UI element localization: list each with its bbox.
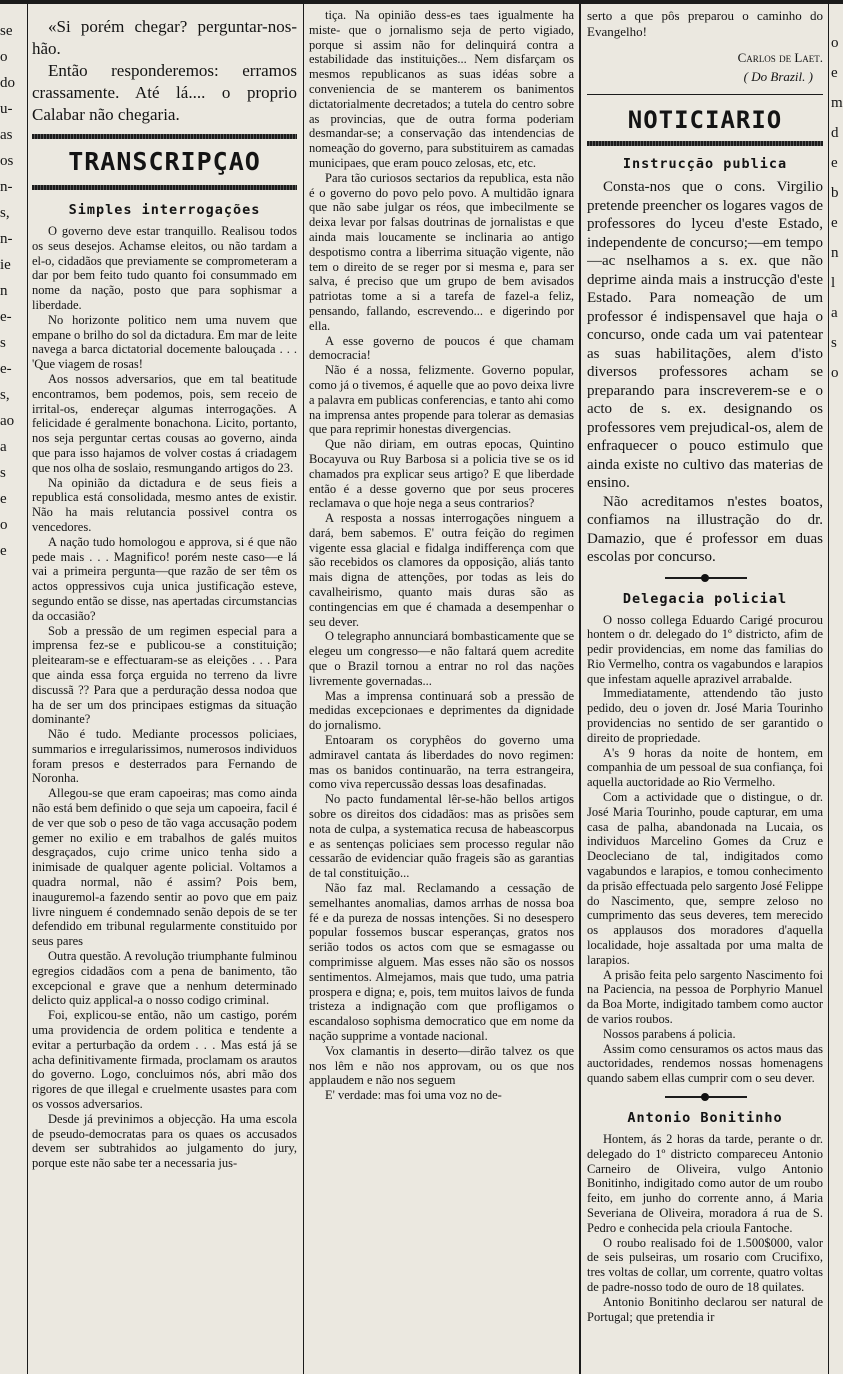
- article-paragraph: O nosso collega Eduardo Carigé procurou hontem o dr. delegado do 1º districto, afim de pedir providencias, em nome das familias do Rio Vermelho, contra os vagabundos e larapios que infestam aquelle aprazivel arrabalde.: [587, 612, 823, 686]
- article-paragraph: Vox clamantis in deserto—dirão talvez os que nos lêm e não nos approvam, ou os que nos applaudem e não nos seguem: [309, 1043, 574, 1088]
- edge-text-fragment: a: [0, 439, 7, 455]
- article-paragraph: Não acreditamos n'estes boatos, confiamos na illustração do dr. Damazio, que é professor em duas escolas por concurso.: [587, 493, 823, 565]
- article-paragraph: A esse governo de poucos é que chamam democracia!: [309, 333, 574, 363]
- edge-text-fragment: s,: [0, 387, 10, 403]
- article-paragraph: O governo deve estar tranquillo. Realisou todos os seus desejos. Achamse eleitos, ou não tardam a el-o, cidadãos que previamente se comprometeram a dar por bem feito tudo quanto foi consummado em nome da nação, posto que para sophismar a liberdade.: [32, 224, 297, 312]
- article-continuation: «Si porém chegar? perguntar-nos-hão.: [32, 17, 297, 58]
- edge-text-fragment: e: [831, 65, 838, 81]
- section-banner: NOTICIARIO: [627, 106, 783, 134]
- edge-text-fragment: e-: [0, 361, 12, 377]
- column-2: [309, 0, 574, 1374]
- column-3: [587, 0, 823, 1374]
- edge-text-fragment: l: [831, 275, 836, 291]
- section-rule: [587, 141, 823, 146]
- edge-text-fragment: d: [831, 125, 839, 141]
- article-body: [309, 0, 574, 1103]
- article-paragraph: Antonio Bonitinho declarou ser natural de Portugal; que pretendia ir: [587, 1294, 823, 1324]
- edge-text-fragment: a: [831, 305, 838, 321]
- edge-text-fragment: do: [0, 75, 15, 91]
- article-paragraph: Entoaram os coryphêos do governo uma admiravel cantata ás liberdades do novo regimen: mas os banidos continuarão, na terra estrangeira, como viva repercussão dessas loas desafinadas.: [309, 733, 574, 792]
- article-headline: Delegacia policial: [622, 590, 788, 607]
- edge-text-fragment: n: [0, 283, 8, 299]
- edge-text-fragment: e: [0, 543, 7, 559]
- article-paragraph: No horizonte politico nem uma nuvem que empane o brilho do sol da dictadura. Em mar de leite navega a barca dictatorial docemente balouçada . . . 'Que viagem de rosas!: [32, 312, 297, 372]
- edge-text-fragment: o: [0, 49, 8, 65]
- edge-text-fragment: m: [831, 95, 843, 111]
- article-paragraph: Allegou-se que eram capoeiras; mas como ainda não está bem definido o que seja um capoeira, facil é de ver que sob o peso de tão vaga accusação podem gemer no exilio e em trabalhos de galés muitos desgraçados, cujo crime unico tenha sido a inimisade de qualquer agente policial. Voltamos a quadra normal, não é assim? Pois bem, inauguremol-a fazendo sentir ao povo que em paiz livre ninguem é condemnado senão depois de se ter defendido em tribunal regularmente constituido por seus pares: [32, 786, 297, 949]
- news-articles: [587, 156, 823, 1324]
- edge-text-fragment: o: [831, 35, 839, 51]
- edge-text-fragment: n-: [0, 231, 13, 247]
- column-1: [32, 0, 297, 1374]
- article-paragraph: A prisão feita pelo sargento Nascimento foi na Paciencia, na pessoa de Porphyrio Manuel da Boa Morte, indigitado tambem como auctor de varios roubos.: [587, 967, 823, 1027]
- edge-text-fragment: ao: [0, 413, 15, 429]
- article-paragraph: Aos nossos adversarios, que em tal beatitude encontramos, bem podemos, pois, sem receio de irrital-os, endereçar algumas interrogações. A felicidade é geralmente bonachona. Licito, portanto, nos seja perguntar certas cousas ao governo, ainda que para isso hajamos de volver costas á criadagem que nos olha de soslaio, resmungando artigos do 23.: [32, 371, 297, 475]
- edge-text-fragment: as: [0, 127, 13, 143]
- article-paragraph: Consta-nos que o cons. Virgilio pretende preencher os logares vagos de professores do lyceu d'este Estado, independente de concurso;—em tempo—ac nselhamos a s. ex. que não deprime ainda mais a instrucção d'este Estado. Para nomeação de um professor é indispensavel que haja o concurso, onde cada um vai patentear as suas habilitações, alem d'isto diversos professores acham se preparando para inscreverem-se e o acto de s. ex. designando os professores vem prejudical-os, alem de enfraquecer o pouco estimulo que ainda existe no cultivo das materias de ensino.: [587, 179, 823, 491]
- edge-text-fragment: o: [0, 517, 8, 533]
- article-headline: Simples interrogações: [68, 202, 261, 218]
- article-paragraph: A nação tudo homologou e approva, si é que não pede mais . . . Magnifico! porém neste caso—e lá vai a primeira pergunta—que razão de ser têm os actos oppressivos cuja unica justificação esteve, segundo então se disse, nas apertadas circumstancias da occasião?: [32, 534, 297, 623]
- article-continuation: serto a que pôs preparou o caminho do Evangelho!: [587, 8, 823, 39]
- article-paragraph: Desde já previnimos a objecção. Ha uma escola de pseudo-democratas para os quaes os accusados devem ser subtrahidos ao julgamento do jury, porque este não sabe ter a necessaria jus-: [32, 1111, 297, 1171]
- article-paragraph: Foi, explicou-se então, não um castigo, porém uma providencia de ordem politica e tendente a evitar a perturbação da ordem . . . Mas está já se acha definitivamente firmada, proclamam os arautos do governo. Logo, concluimos nós, abri mão dos rigores de que illegal e cruelmente usastes para com os vossos adversarios.: [32, 1008, 297, 1112]
- article-paragraph: Nossos parabens á policia.: [603, 1026, 736, 1041]
- section-rule: [32, 185, 297, 190]
- article-source: ( Do Brazil. ): [743, 69, 813, 84]
- edge-text-fragment: s,: [0, 205, 10, 221]
- article-paragraph: Sob a pressão de um regimen especial para a imprensa fez-se e publicou-se a constituição; pleitearam-se e effectuaram-se as eleições . . . Para que ainda essa força erguida no terreno da livre discussã ?? Para que a perduração dessa nodoa que ha de ser um dos principaes estigmas da situação dominante?: [32, 623, 297, 727]
- edge-text-fragment: s: [831, 335, 837, 351]
- ornament-divider: [587, 1090, 823, 1104]
- article-paragraph: O telegrapho annunciará bombasticamente que se elegeu um congresso—e não faltará quem acredite que o Brazil tornou a entrar no rol das nações livremente governadas...: [309, 629, 574, 688]
- article-paragraph: Que não diriam, em outras epocas, Quintino Bocayuva ou Ruy Barbosa si a policia tive se os id chamados pra explicar seus artigo? E que liberdade então é a desse governo que por seus proceres reclamava o que hoje nega a seus contrarios?: [309, 437, 574, 511]
- article-paragraph: Mas a imprensa continuará sob a pressão de medidas excepcionaes e deprimentes da dignidade do jornalismo.: [309, 688, 574, 733]
- article-paragraph: A's 9 horas da noite de hontem, em companhia de um pessoal de sua confiança, foi aquella auctoridade ao Rio Vermelho.: [587, 745, 823, 790]
- edge-text-fragment: b: [831, 185, 839, 201]
- edge-text-fragment: o: [831, 365, 839, 381]
- article-paragraph: tiça. Na opinião dess-es taes igualmente ha miste- que o jornalismo seja de perto vigiado, porque si assim não for delinquirá contra a estabilidade das instituições... Nem disfarçam os mesmos republicanos as suas idéas sobre a conveniencia de se manterem os banimentos dictatorialmente decretados; a tutela do centro sobre as provincias, que de outra forma poderiam desmandar-se; a conservação das intendencias de nomeação do governo, para substituirem as camadas municipaes, que eram pouco zelosas, etc, etc.: [309, 8, 574, 170]
- edge-text-fragment: se: [0, 23, 13, 39]
- edge-text-fragment: n-: [0, 179, 13, 195]
- edge-text-fragment: os: [0, 153, 14, 169]
- ornament-divider: [587, 571, 823, 585]
- column-rule: [27, 4, 28, 1374]
- section-rule: [587, 94, 823, 95]
- article-paragraph: O roubo realisado foi de 1.500$000, valor de seis pulseiras, um rosario com Crucifixo, tres voltas de collar, um corrente, quatro voltas de padre-nosso todo de ouro de 18 quilates.: [587, 1235, 823, 1294]
- section-rule: [32, 134, 297, 139]
- article-headline: Instrucção publica: [622, 156, 788, 172]
- article-paragraph: A resposta a nossas interrogações ninguem a dará, bem sabemos. E' outra feição do regimen vigente essa glacial e fidalga indifferença com que são recebidos os clamores da opposição, aliás tanto mais digna de attenções, por todas as leis do cavalheirismo, quanto mais duras são as contingencias em que é chamada a desempenhar o seu dever.: [309, 511, 574, 629]
- article-paragraph: Hontem, ás 2 horas da tarde, perante o dr. delegado do 1º districto compareceu Antonio Carneiro de Oliveira, vulgo Antonio Bonitinho, indigitado como autor de um roubo feito, em junho do corrente anno, á Maria Severiana de Oliveira, moradora á rua de S. Pedro e conhecida pela crioula Fantoche.: [587, 1132, 823, 1235]
- article-paragraph: Para tão curiosos sectarios da republica, esta não é o governo do povo pelo povo. A multidão ignara que não sabe julgar os réos, que imbecilmente se deixa levar por falsas doutrinas de jornalistas e que ainda mais loucamente se inclinaria ao antigo despotismo contra a liberrima situação vigente, não tem o direito de se reger por si mesma e, para ser salva, é preciso que um grupo de bem avisados patriotas tome a si a tarefa de fazel-a feliz, pensando, fallando, escrevendo... e digerindo por ella.: [309, 170, 574, 333]
- article-headline: Antonio Bonitinho: [627, 1110, 783, 1126]
- article-paragraph: Na opinião da dictadura e de seus fieis a republica está consolidada, mesmo antes de existir. Não ha mais relutancia possivel contra os vencedores.: [32, 475, 297, 534]
- edge-text-fragment: ie: [0, 257, 11, 273]
- edge-text-fragment: e-: [0, 309, 12, 325]
- edge-text-fragment: e: [831, 155, 838, 171]
- edge-text-fragment: s: [0, 335, 6, 351]
- edge-text-fragment: u-: [0, 101, 13, 117]
- article-paragraph: Com a actividade que o distingue, o dr. José Maria Tourinho, poude capturar, em uma casa de palha, abandonada na Lucaia, os individuos Marcelino Gomes da Cruz e Deocleciano de tal, indigitados como vagabundos e larapios, e tomou conhecimento da prisão effectuada pelo sargento José Felippe do Nascimento, que, sempre zeloso no cumprimento das seus deveres, tem merecido os applausos dos moradores d'aquella localidade, hoje assaltada por uma malta de larapios.: [587, 790, 823, 967]
- article-signature: Carlos de Laet.: [737, 50, 823, 65]
- article-paragraph: Assim como censuramos os actos maus das auctoridades, rendemos nossas homenagens quando sabem ellas cumprir com o seu dever.: [587, 1041, 823, 1086]
- column-rule: [303, 4, 304, 1374]
- column-rule: [828, 4, 829, 1374]
- edge-text-fragment: n: [831, 245, 839, 261]
- column-rule: [579, 4, 581, 1374]
- edge-text-fragment: s: [0, 465, 6, 481]
- article-paragraph: E' verdade: mas foi uma voz no de-: [325, 1088, 502, 1103]
- article-paragraph: No pacto fundamental lêr-se-hão bellos artigos sobre os direitos dos cidadãos: mas as prisões sem nota de culpa, a systematica recusa de habeascorpus e as sentenças policiaes sem processo regular não cessarão de evidenciar quão frageis são as garantias de tal constituição...: [309, 792, 574, 881]
- left-edge-column: [0, 0, 26, 1374]
- article-paragraph: Outra questão. A revolução triumphante fulminou egregios cidadãos com a pena de banimento, tão excepcional e grave que a nenhum determinado delicto quiz applical-a o nosso codigo criminal.: [32, 949, 297, 1008]
- edge-text-fragment: e: [0, 491, 7, 507]
- article-body: [32, 224, 297, 1171]
- edge-text-fragment: e: [831, 215, 838, 231]
- article-continuation: Então responderemos: erramos crassamente. Até lá.... o proprio Calabar não chegaria.: [32, 61, 297, 124]
- article-paragraph: Immediatamente, attendendo tão justo pedido, deu o joven dr. José Maria Tourinho providencias no sentido de ser garantido o direito de propriedade.: [587, 686, 823, 745]
- article-paragraph: Não faz mal. Reclamando a cessação de semelhantes anomalias, damos arrhas de nossa boa fé e da pureza de nossas intenções. Si no desespero popular fossemos buscar esperanças, gratos nos serião todos os actos com que se esmagasse ou comprimisse alguem. Mas esses não são os nossos sentimentos. Almejamos, mais que tudo, uma patria prospera e digna; e, pois, tem muitos laivos de funda tristeza a indignação com que profligamos o escandaloso sophisma democratico que em nome da nação supprime a vontade nacional.: [309, 881, 574, 1043]
- right-edge-column: [831, 0, 843, 1374]
- section-banner: TRANSCRIPÇAO: [68, 147, 261, 176]
- article-paragraph: Não é a nossa, felizmente. Governo popular, como já o tivemos, é aquelle que ao povo deixa livre a palavra em publicas conferencias, e tanto ahi como na imprensa antes propende para tolerar as demasias que para reprimir honestas divergencias.: [309, 363, 574, 437]
- article-paragraph: Não é tudo. Mediante processos policiaes, summarios e irregularissimos, numerosos individuos foram presos e desterrados para Fernando de Noronha.: [32, 727, 297, 786]
